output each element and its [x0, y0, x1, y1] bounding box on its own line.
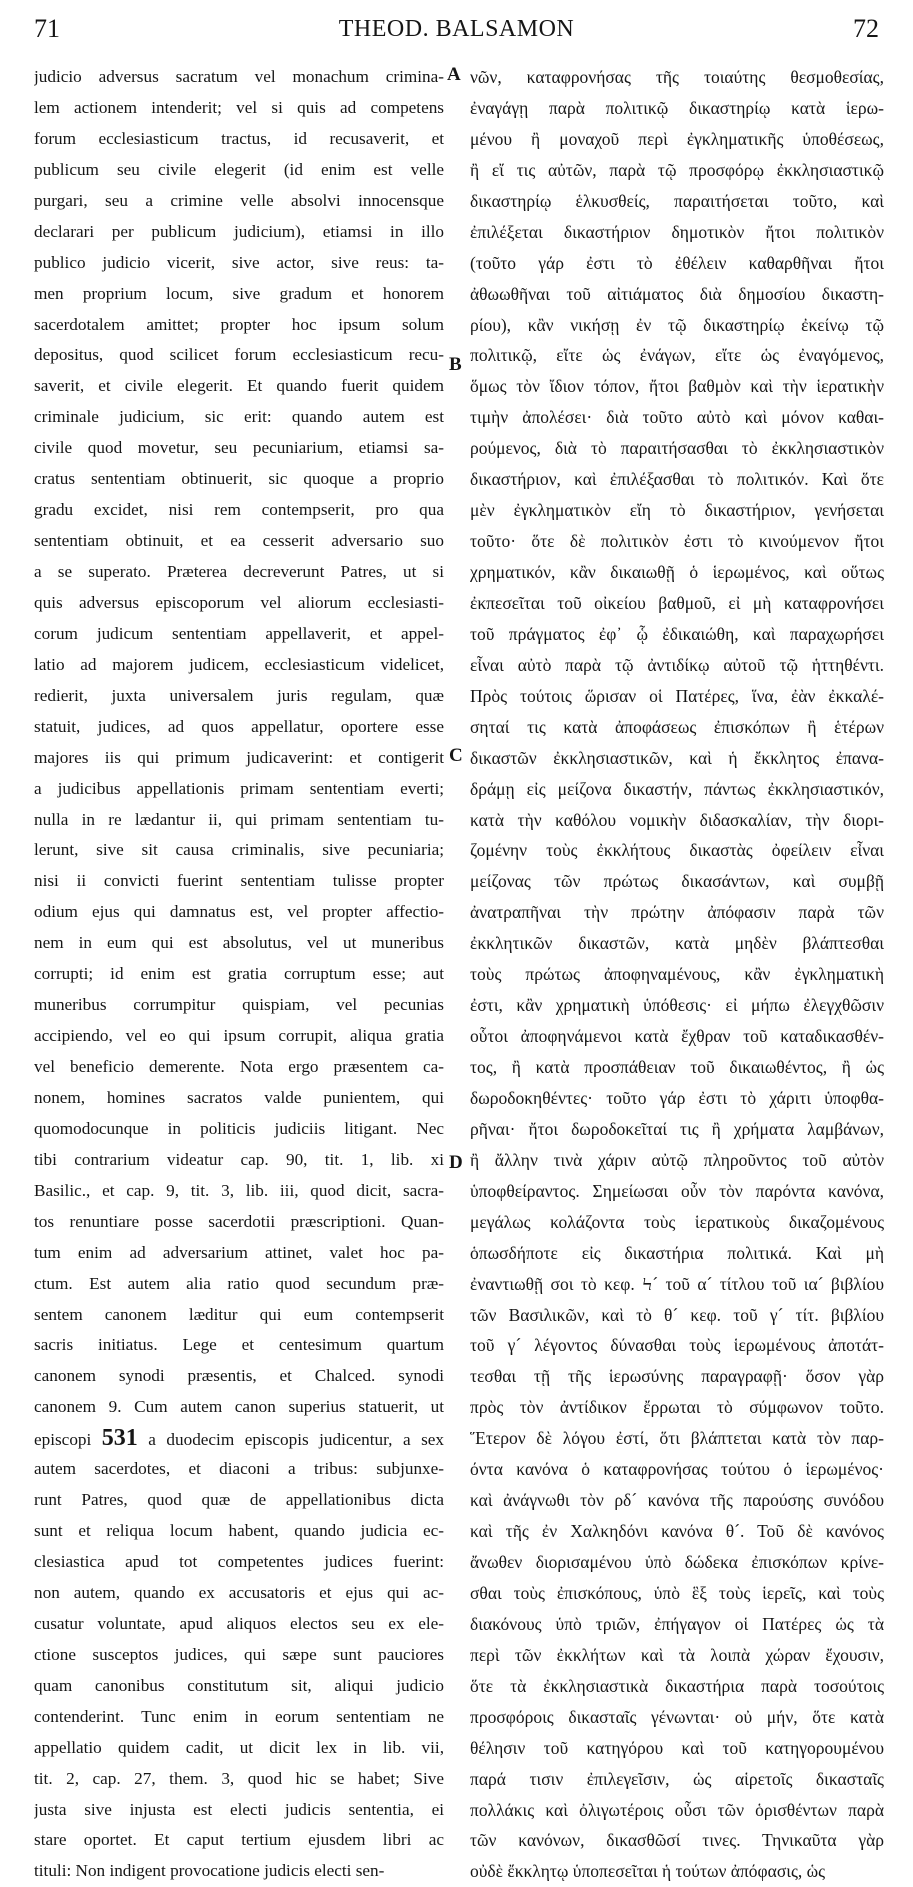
- text-line: forum ecclesiasticum tractus, id recusaverit, et: [34, 128, 444, 148]
- text-line: πολιτικῷ, εἴτε ὡς ἐνάγων, εἴτε ὡς ἐναγόμενος,: [470, 345, 884, 366]
- text-line: cusatur voluntate, apud aliquos electos seu ex ele-: [34, 1613, 444, 1633]
- text-line: μεγάλως κολάζοντα τοὺς ἱερατικοὺς δικαζομένους: [470, 1211, 884, 1232]
- text-line: gradu excidet, nisi rem contempserit, pro qua: [34, 500, 444, 520]
- text-line: ἐκκλητικῶν δικαστῶν, κατὰ μηδὲν βλάπτεσθαι: [470, 933, 884, 954]
- text-line: runt Patres, quod quæ de appellationibus dicta: [34, 1490, 444, 1510]
- text-line: odium ejus qui damnatus est, vel propter affectio-: [34, 902, 444, 922]
- text-line: ὁπωσδήποτε εἰς δικαστήρια πολιτικά. Καὶ μὴ: [470, 1242, 884, 1263]
- text-line: lerunt, sive sit causa criminalis, sive pecuniaria;: [34, 840, 444, 860]
- text-line: τος, ἢ κατὰ προσπάθειαν τοῦ δικαιωθέντος, ἢ ὡς: [470, 1057, 884, 1077]
- text-line: quam canonibus constitutum sit, aliqui judicio: [34, 1675, 444, 1695]
- text-line: ἐναγάγῃ παρὰ πολιτικῷ δικαστηρίῳ κατὰ ἱερω-: [470, 97, 884, 118]
- page-number-left: 71: [34, 14, 60, 43]
- text-line: πολλάκις καὶ ὀλιγωτέροις οὖσι τῶν ὁρισθέντων παρὰ: [470, 1799, 884, 1820]
- text-line: παρά τισιν ἐπιλεγεῖσιν, ὡς αἱρετοῖς δικασταῖς: [470, 1768, 884, 1789]
- column-number-mark: 531: [101, 1425, 138, 1452]
- margin-letter-d: D: [449, 1152, 463, 1173]
- text-line: sacerdotalem amittet; propter hoc ipsum solum: [34, 314, 444, 334]
- text-line: canonem synodi præsentis, et Chalced. synodi: [34, 1366, 444, 1386]
- text-line: δωροδοκηθέντες· τοῦτο γάρ ἐστι τὸ χάριτι ὑποφθα-: [470, 1087, 884, 1108]
- text-line: vel beneficio demerente. Nota ergo præsentem ca-: [34, 1057, 444, 1076]
- text-line: nulla in re lædantur ii, qui primam sententiam tu-: [34, 809, 444, 829]
- text-line: canonem 9. Cum autem canon superius statuerit, ut: [34, 1397, 444, 1417]
- text-line: κατὰ τὴν καθόλου νομικὴν διδασκαλίαν, τὴν διορι-: [470, 809, 884, 830]
- text-line: προσφόροις δικασταῖς γένωνται· οὐ μήν, ὅτε κατὰ: [470, 1706, 884, 1727]
- text-line: sacris initiatus. Lege et centesimum quartum: [34, 1335, 444, 1355]
- text-line: latio ad majorem judicem, ecclesiasticum videlicet,: [34, 654, 444, 674]
- text-line: ctione susceptos judices, qui sæpe sunt pauciores: [34, 1644, 444, 1664]
- text-line: majores iis qui primum judicaverint: et contigerit: [34, 747, 444, 767]
- page-header: [0, 0, 913, 42]
- text-line: corrupti; id enim est gratia corruptum esse; aut: [34, 964, 444, 984]
- text-line: μένου ἢ μοναχοῦ περὶ ἐγκληματικῆς ὑποθέσεως,: [470, 128, 884, 149]
- text-line: tibi contrarium videatur cap. 90, tit. 1, lib. xi: [34, 1149, 444, 1169]
- text-line: ἢ ἄλλην τινὰ χάριν αὐτῷ πληροῦντος τοῦ αὐτὸν: [470, 1149, 884, 1170]
- text-line: σθαι τοὺς ἐπισκόπους, ὑπὸ ἓξ τοὺς ἱερεῖς, καὶ τοὺς: [470, 1582, 884, 1603]
- text-line: ἐναντιωθῇ σοι τὸ κεφ. Ϟ´ τοῦ α´ τίτλου τοῦ ια´ βιβλίου: [470, 1273, 884, 1294]
- text-line: διακόνους ὑπὸ τριῶν, ἐπήγαγον οἱ Πατέρες ὡς τὰ: [470, 1613, 884, 1634]
- text-line: καὶ ἀνάγνωθι τὸν ρδ´ κανόνα τῆς παρούσης συνόδου: [470, 1490, 884, 1511]
- text-line: τεσθαι τῇ τῆς ἱερωσύνης παραγραφῇ· ὅσον γὰρ: [470, 1366, 884, 1387]
- greek-text-column: [470, 62, 884, 1887]
- text-line: δικαστήριον, καὶ ἐπιλέξασθαι τὸ πολιτικόν. Καὶ ὅτε: [470, 469, 884, 490]
- text-line: accipiendo, vel eo qui ipsum corrupit, aliqua gratia: [34, 1026, 444, 1046]
- text-line: ζομένην τοὺς ἐκκλήτους δικαστὰς ὀφείλειν εἶναι: [470, 840, 884, 861]
- text-line: ἢ εἴ τις αὐτῶν, παρὰ τῷ προσφόρῳ ἐκκλησιαστικῷ: [470, 159, 884, 180]
- text-line: quis adversus episcoporum vel aliorum ecclesiasti-: [34, 592, 444, 612]
- text-line: justa sive injusta est electi judicis sententia, ei: [34, 1799, 444, 1819]
- text-line: όντα κανόνα ὁ καταφρονήσας τούτου ὁ ἱερωμένος·: [470, 1459, 884, 1480]
- text-line: stare oportet. Et caput tertium ejusdem libri ac: [34, 1830, 444, 1850]
- text-line: δράμῃ εἰς μείζονα δικαστήν, πάντως ἐκκλησιαστικόν,: [470, 778, 884, 799]
- text-line: saverit, et civile elegerit. Et quando fuerit quidem: [34, 376, 444, 396]
- margin-letter-a: A: [447, 64, 461, 85]
- text-line: a se superato. Præterea decreverunt Patres, ut si: [34, 562, 444, 581]
- text-line: redierit, juxta universalem juris regulam, quæ: [34, 685, 444, 705]
- text-line: μὲν ἐγκληματικὸν εἴη τὸ δικαστήριον, γενήσεται: [470, 500, 884, 521]
- text-line: autem sacerdotes, et diaconi a tribus: subjunxe-: [34, 1459, 444, 1479]
- text-line: Basilic., et cap. 9, tit. 3, lib. iii, quod dicit, sacra-: [34, 1180, 444, 1200]
- text-line: τοὺς πρώτως ἀποφηναμένους, κἂν ἐγκληματικὴ: [470, 964, 884, 985]
- text-line: tos renuntiare posse sacerdotii præscriptioni. Quan-: [34, 1211, 444, 1231]
- text-line: tit. 2, cap. 27, them. 3, quod hic se habet; Sive: [34, 1768, 444, 1788]
- text-line: ἐκπεσεῖται τοῦ οἰκείου βαθμοῦ, εἰ μὴ καταφρονήσει: [470, 592, 884, 613]
- text-line: Πρὸς τούτοις ὥρισαν οἱ Πατέρες, ἵνα, ἐὰν ἐκκαλέ-: [470, 685, 884, 706]
- text-line: πρὸς τὸν ἀντίδικον ἔρρωται τὸ σύμφωνον τοῦτο.: [470, 1397, 884, 1418]
- text-line: μείζονας τῶν πρώτως δικασάντων, καὶ συμβῇ: [470, 871, 884, 892]
- text-line: (τοῦτο γάρ ἐστι τὸ ἐθέλειν καθαρθῆναι ἤτοι: [470, 252, 884, 273]
- text-line: lem actionem intenderit; vel si quis ad competens: [34, 97, 444, 117]
- text-line: ἀνατραπῆναι τὴν πρώτην ἀπόφασιν παρὰ τῶν: [470, 902, 884, 923]
- text-line: ρῆναι· ἤτοι δωροδοκεῖταί τις ἢ χρήματα λαμβάνων,: [470, 1118, 884, 1139]
- text-line: criminale judicium, sic erit: quando autem est: [34, 407, 444, 427]
- text-line: ἐπιλέξεται δικαστήριον δημοτικὸν ἤτοι πολιτικὸν: [470, 221, 884, 242]
- text-line: ἀθωωθῆναι τοῦ αἰτιάματος διὰ δημοσίου δικαστη-: [470, 283, 884, 304]
- text-line: depositus, quod scilicet forum ecclesiasticum recu-: [34, 345, 444, 365]
- text-line: τῶν Βασιλικῶν, καὶ τὸ θ´ κεφ. τοῦ γ´ τίτ. βιβλίου: [470, 1304, 884, 1325]
- text-line: corum judicum sententiam appellaverit, et appel-: [34, 623, 444, 643]
- text-line: nem in eum qui est absolutus, vel ut muneribus: [34, 933, 444, 953]
- page-number-right: 72: [853, 14, 879, 43]
- text-line: tituli: Non indigent provocatione judicis electi sen-: [34, 1861, 385, 1881]
- text-line: καὶ τῆς ἐν Χαλκηδόνι κανόνα θ´. Τοῦ δὲ κανόνος: [470, 1521, 884, 1542]
- text-line: χρηματικόν, κἂν δικαιωθῇ ὁ ἱερωμένος, καὶ οὕτως: [470, 562, 884, 582]
- text-line: nonem, homines sacratos valde punientem, qui: [34, 1087, 444, 1107]
- margin-letter-c: C: [449, 745, 463, 766]
- text-line: νῶν, καταφρονήσας τῆς τοιαύτης θεσμοθεσίας,: [470, 67, 884, 87]
- text-line: τοῦ γ´ λέγοντος δύνασθαι τοὺς ἱερωμένους ἀποτάτ-: [470, 1335, 884, 1356]
- text-line: publicum seu civile elegerit (id enim est velle: [34, 159, 444, 179]
- text-line: tum enim ad adversarium attinet, valet hoc pa-: [34, 1242, 444, 1262]
- text-line: Ἕτερον δὲ λόγου ἐστί, ὅτι βλάπτεται κατὰ τὸν παρ-: [470, 1428, 884, 1449]
- text-line: judicio adversus sacratum vel monachum crimina-: [34, 67, 444, 86]
- text-line: sentem canonem læditur qui eum contempserit: [34, 1304, 444, 1324]
- text-line: publico judicio vicerit, sive actor, sive reus: ta-: [34, 252, 444, 272]
- text-line: quomodocunque in politicis judiciis litigant. Nec: [34, 1118, 444, 1138]
- text-line: σηταί τις κατὰ ἀποφάσεως ἐπισκόπων ἢ ἑτέρων: [470, 716, 884, 737]
- text-line: contenderint. Tunc enim in eorum sententiam ne: [34, 1706, 444, 1726]
- text-line: ctum. Est autem alia ratio quod secundum præ-: [34, 1273, 444, 1293]
- text-line: εἶναι αὐτὸ παρὰ τῷ ἀντιδίκῳ αὐτοῦ τῷ ἡττηθέντι.: [470, 654, 884, 675]
- text-line: men proprium locum, sive gradum et honorem: [34, 283, 444, 303]
- text-line: δικαστηρίῳ ἑλκυσθείς, παραιτήσεται τοῦτο, καὶ: [470, 190, 884, 211]
- text-line: τιμὴν ἀπολέσει· διὰ τοῦτο αὐτὸ καὶ μόνον καθαι-: [470, 407, 884, 428]
- text-line: θέλησιν τοῦ κατηγόρου καὶ τοῦ κατηγορουμένου: [470, 1737, 884, 1758]
- text-line: ὅτε τὰ ἐκκλησιαστικὰ δικαστήρια παρὰ τοσούτοις: [470, 1675, 884, 1696]
- text-line: statuit, judices, ad quos appellatur, oportere esse: [34, 716, 444, 736]
- text-line: purgari, seu a crimine velle absolvi innocensque: [34, 190, 444, 210]
- text-line: cratus sententiam obtinuerit, sic quoque a proprio: [34, 469, 444, 489]
- text-line: ὅμως τὸν ἴδιον τόπον, ἤτοι βαθμὸν καὶ τὴν ἱερατικὴν: [470, 376, 884, 397]
- text-line: episcopi 531 a duodecim episcopis judicentur, a sex: [34, 1425, 444, 1452]
- text-line: δικαστῶν ἐκκλησιαστικῶν, καὶ ἡ ἔκκλητος ἐπανα-: [470, 747, 884, 768]
- text-line: declarari per publicum judicium), etiamsi in illo: [34, 221, 444, 241]
- text-line: τοῦτο· ὅτε δὲ πολιτικὸν ἐστι τὸ κινούμενον ἤτοι: [470, 531, 884, 552]
- text-line: ρούμενος, διὰ τὸ παραιτήσασθαι τὸ ἐκκλησιαστικὸν: [470, 438, 884, 459]
- text-line: οὐδὲ ἔκκλητῳ ὑποπεσεῖται ἡ τούτων ἀπόφασις, ὡς: [470, 1861, 826, 1882]
- text-line: sunt et reliqua locum habent, quando judicia ec-: [34, 1521, 444, 1541]
- text-line: ἐστι, κἂν χρηματικὴ ὑπόθεσις· εἰ μήπω ἐλεγχθῶσιν: [470, 995, 884, 1016]
- text-line: a judicibus appellationis primam sententiam everti;: [34, 778, 444, 798]
- text-line: ρίου), κἂν νικήσῃ ἐν τῷ δικαστηρίῳ ἐκείνῳ τῷ: [470, 314, 884, 335]
- text-line: appellatio quidem cadit, ut dicit lex in lib. vii,: [34, 1737, 444, 1757]
- text-line: ἄνωθεν διορισαμένου ὑπὸ δώδεκα ἐπισκόπων κρίνε-: [470, 1552, 884, 1572]
- text-line: ὑποφθείραντος. Σημείωσαι οὖν τὸν παρόντα κανόνα,: [470, 1180, 884, 1201]
- text-line: clesiastica apud tot competentes judices fuerint:: [34, 1552, 444, 1571]
- margin-letter-b: B: [449, 354, 462, 375]
- latin-text-column: [34, 62, 444, 1887]
- text-line: τοῦ πράγματος ἐφ᾽ ᾧ ἐδικαιώθη, καὶ παραχωρήσει: [470, 623, 884, 644]
- text-line: muneribus corrumpitur quispiam, vel pecunias: [34, 995, 444, 1015]
- text-line: civile quod movetur, seu pecuniarium, etiamsi sa-: [34, 438, 444, 458]
- running-title: THEOD. BALSAMON: [338, 16, 575, 42]
- text-line: sententiam obtinuit, et ea cesserit adversario suo: [34, 531, 444, 551]
- text-line: τῶν κανόνων, δικασθῶσί τινες. Τηνικαῦτα γὰρ: [470, 1830, 884, 1851]
- text-line: nisi ii convicti fuerint sententiam tulisse propter: [34, 871, 444, 891]
- text-line: non autem, quando ex accusatoris et ejus qui ac-: [34, 1582, 444, 1602]
- text-line: οὗτοι ἀποφηνάμενοι κατὰ ἔχθραν τοῦ καταδικασθέν-: [470, 1026, 884, 1047]
- text-line: περὶ τῶν ἐκκλήτων καὶ τὰ λοιπὰ χώραν ἔχουσιν,: [470, 1644, 884, 1665]
